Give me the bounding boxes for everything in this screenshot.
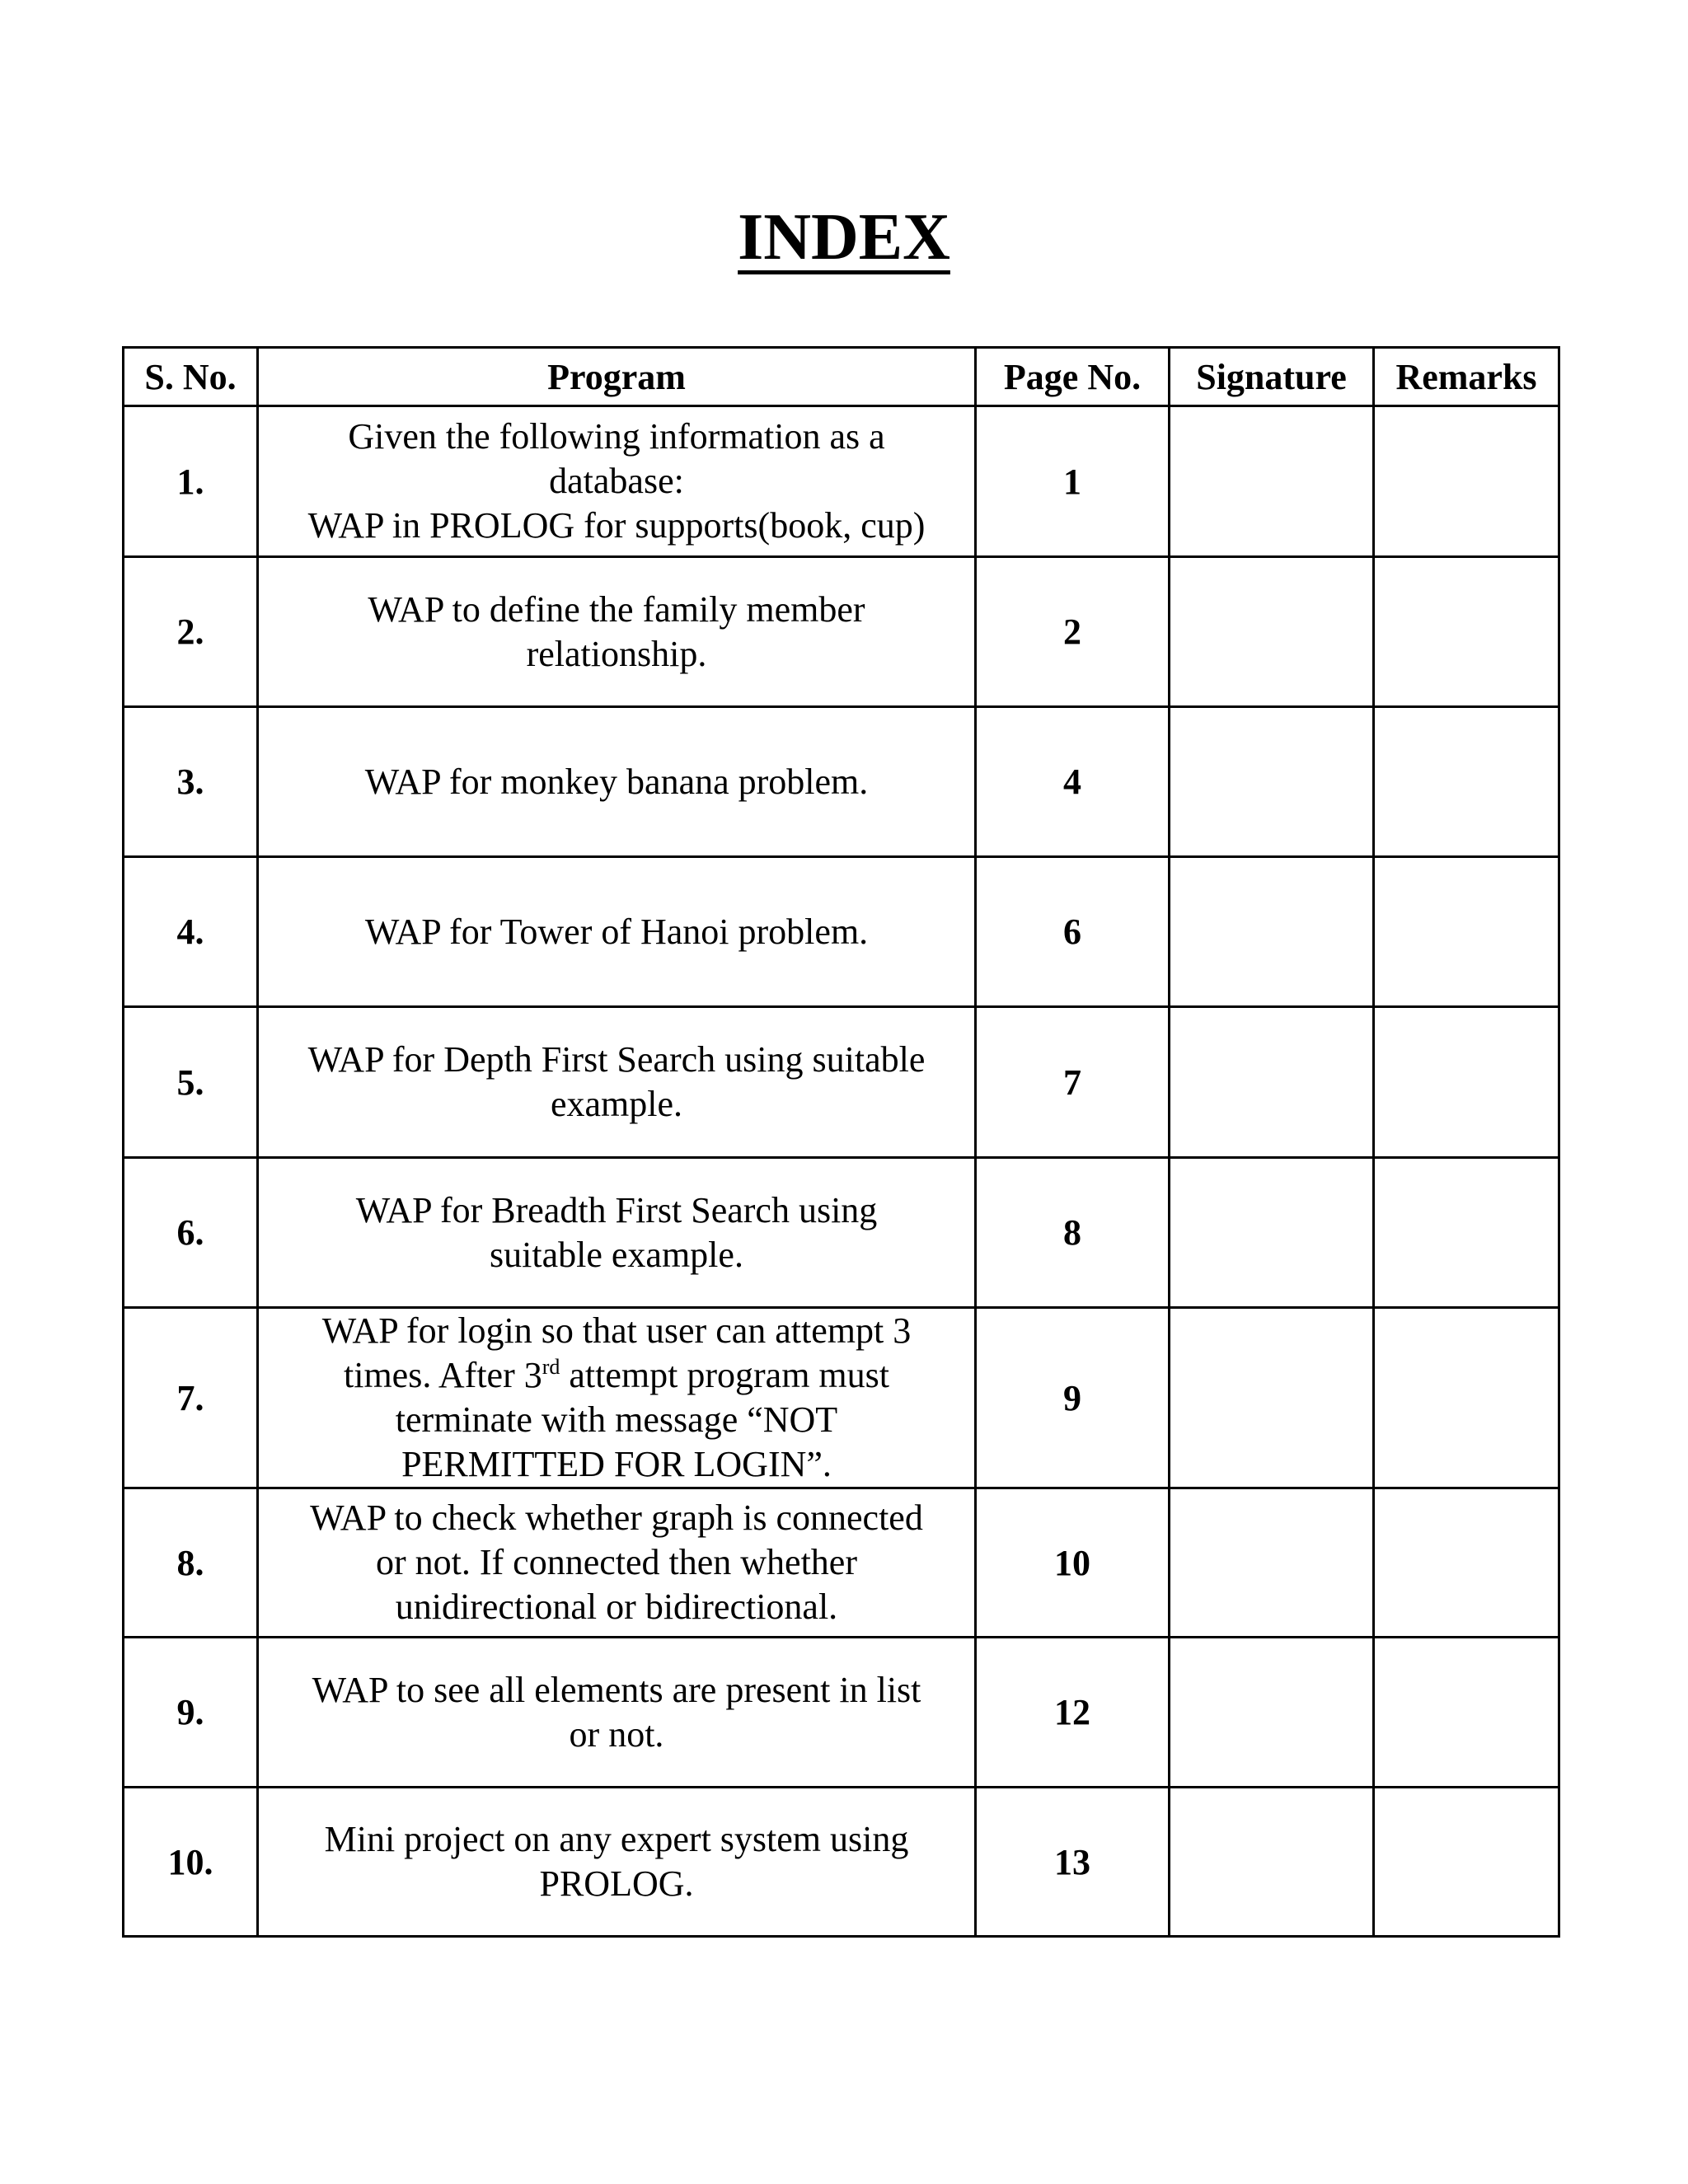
program-line: example.	[550, 1084, 683, 1124]
row-page-no: 4	[976, 707, 1170, 857]
row-program	[258, 1488, 976, 1638]
program-line: WAP for Breadth First Search using	[355, 1189, 878, 1230]
row-page-no: 2	[976, 557, 1170, 707]
row-sno: 2.	[124, 557, 258, 707]
row-sno: 4.	[124, 857, 258, 1007]
row-program	[258, 406, 976, 557]
row-page-no: 6	[976, 857, 1170, 1007]
row-remarks-cell	[1374, 1158, 1559, 1308]
header-remarks: Remarks	[1374, 348, 1559, 406]
program-line: WAP to see all elements are present in list	[312, 1669, 921, 1710]
table-row	[124, 406, 1559, 557]
row-sno: 9.	[124, 1638, 258, 1788]
program-line: terminate with message “NOT	[395, 1399, 838, 1440]
program-line: database:	[549, 461, 684, 501]
program-line: or not.	[569, 1713, 664, 1755]
index-heading: INDEX	[738, 201, 950, 274]
table-row	[124, 1638, 1559, 1788]
row-program	[258, 1308, 976, 1488]
row-signature-cell	[1170, 1488, 1374, 1638]
table-row	[124, 1788, 1559, 1937]
row-remarks-cell	[1374, 857, 1559, 1007]
header-signature: Signature	[1170, 348, 1374, 406]
program-line: WAP for Tower of Hanoi problem.	[364, 911, 869, 952]
program-line: Mini project on any expert system using	[324, 1819, 909, 1859]
row-program	[258, 1788, 976, 1937]
row-signature-cell	[1170, 1007, 1374, 1158]
program-line: WAP to check whether graph is connected	[310, 1497, 923, 1538]
table-row	[124, 1158, 1559, 1308]
row-page-no: 8	[976, 1158, 1170, 1308]
header-program: Program	[258, 348, 976, 406]
program-line: PERMITTED FOR LOGIN”.	[401, 1444, 832, 1484]
row-remarks-cell	[1374, 1788, 1559, 1937]
row-sno: 3.	[124, 707, 258, 857]
table-row	[124, 1007, 1559, 1158]
row-program	[258, 857, 976, 1007]
row-remarks-cell	[1374, 1308, 1559, 1488]
row-page-no: 1	[976, 406, 1170, 557]
ordinal-suffix: rd	[542, 1355, 560, 1379]
row-signature-cell	[1170, 1638, 1374, 1788]
row-remarks-cell	[1374, 1638, 1559, 1788]
row-signature-cell	[1170, 557, 1374, 707]
program-line: or not. If connected then whether	[376, 1542, 857, 1582]
row-program	[258, 557, 976, 707]
row-remarks-cell	[1374, 707, 1559, 857]
row-sno: 8.	[124, 1488, 258, 1638]
table-row	[124, 707, 1559, 857]
row-remarks-cell	[1374, 1488, 1559, 1638]
row-signature-cell	[1170, 857, 1374, 1007]
program-line: WAP in PROLOG for supports(book, cup)	[307, 505, 926, 546]
table-row	[124, 857, 1559, 1007]
table-row	[124, 557, 1559, 707]
row-remarks-cell	[1374, 557, 1559, 707]
row-signature-cell	[1170, 1308, 1374, 1488]
row-page-no: 13	[976, 1788, 1170, 1937]
row-program	[258, 1158, 976, 1308]
row-signature-cell	[1170, 1158, 1374, 1308]
row-sno: 6.	[124, 1158, 258, 1308]
row-sno: 5.	[124, 1007, 258, 1158]
row-page-no: 10	[976, 1488, 1170, 1638]
header-sno: S. No.	[124, 348, 258, 406]
index-table	[122, 346, 1560, 1938]
row-sno: 7.	[124, 1308, 258, 1488]
program-line: WAP for monkey banana problem.	[364, 761, 869, 802]
program-line: WAP for Depth First Search using suitable	[307, 1039, 926, 1080]
row-remarks-cell	[1374, 406, 1559, 557]
row-program	[258, 707, 976, 857]
row-page-no: 12	[976, 1638, 1170, 1788]
program-line: Given the following information as a	[348, 416, 885, 457]
row-signature-cell	[1170, 406, 1374, 557]
row-program	[258, 1638, 976, 1788]
row-page-no: 7	[976, 1007, 1170, 1158]
row-signature-cell	[1170, 707, 1374, 857]
table-row	[124, 1308, 1559, 1488]
program-line: suitable example.	[490, 1234, 743, 1275]
row-program	[258, 1007, 976, 1158]
program-line: unidirectional or bidirectional.	[395, 1586, 838, 1627]
row-page-no: 9	[976, 1308, 1170, 1488]
program-line: PROLOG.	[539, 1863, 694, 1904]
program-line	[267, 1353, 966, 1398]
row-signature-cell	[1170, 1788, 1374, 1937]
row-sno: 10.	[124, 1788, 258, 1937]
program-line: relationship.	[526, 633, 707, 674]
table-row	[124, 1488, 1559, 1638]
program-line: WAP for login so that user can attempt 3	[321, 1310, 912, 1351]
row-sno: 1.	[124, 406, 258, 557]
program-text: times. After 3	[344, 1355, 542, 1395]
row-remarks-cell	[1374, 1007, 1559, 1158]
header-page-no: Page No.	[976, 348, 1170, 406]
program-text: attempt program must	[560, 1355, 889, 1395]
header-row	[124, 348, 1559, 406]
program-line: WAP to define the family member	[368, 588, 865, 630]
page-title	[0, 196, 1688, 279]
